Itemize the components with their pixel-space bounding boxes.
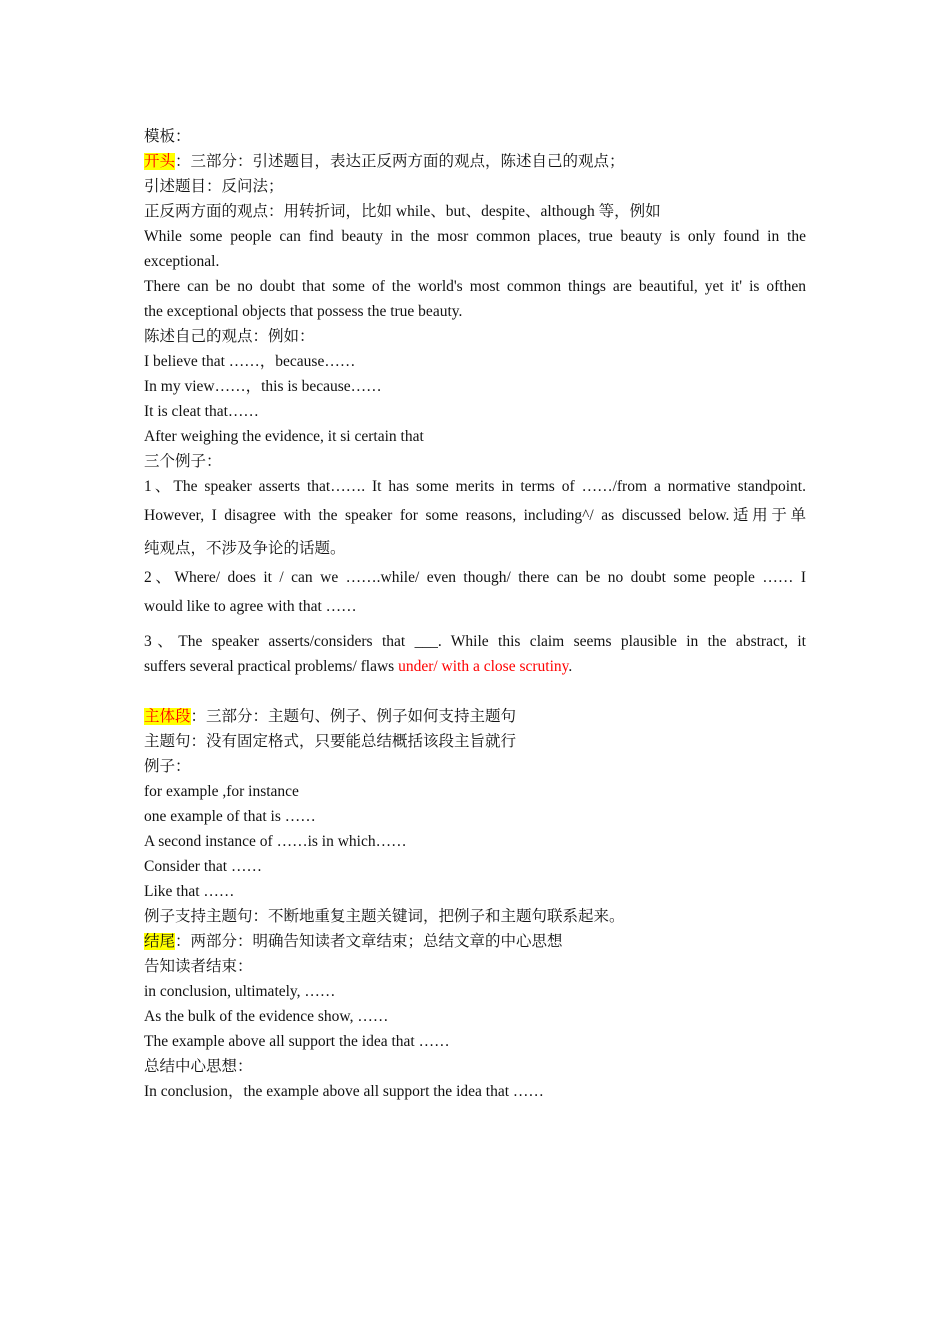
red-emphasis-text: under/ with a close scrutiny	[398, 658, 569, 675]
text-line: However, I disagree with the speaker for some reasons, including^/ as discussed below.适用于单	[144, 507, 806, 524]
conclusion-heading-desc: ：两部分：明确告知读者文章结束；总结文章的中心思想	[175, 933, 563, 950]
text-line: one example of that is ……	[144, 808, 316, 825]
text-line: exceptional.	[144, 253, 220, 270]
text-line: 主题句：没有固定格式，只要能总结概括该段主旨就行	[144, 733, 517, 750]
conclusion-heading-line	[144, 929, 806, 954]
text-segment: suffers several practical problems/ flaws	[144, 658, 399, 675]
text-line: 1、The speaker asserts that……. It has some merits in terms of ……/from a normative standpoint.	[144, 478, 806, 495]
text-line: In conclusion，the example above all support the idea that ……	[144, 1083, 544, 1100]
text-line: in conclusion, ultimately, ……	[144, 983, 336, 1000]
text-line: I believe that ……，because……	[144, 353, 356, 370]
intro-heading-line	[144, 149, 806, 174]
text-line: As the bulk of the evidence show, ……	[144, 1008, 389, 1025]
text-line: The example above all support the idea that ……	[144, 1033, 450, 1050]
text-line: 2、Where/ does it / can we …….while/ even though/ there can be no doubt some people …… I	[144, 569, 806, 586]
text-line: Consider that ……	[144, 858, 262, 875]
blank-line	[144, 679, 806, 704]
text-line: Like that ……	[144, 883, 235, 900]
text-line: 例子：	[144, 758, 191, 775]
text-line: 正反两方面的观点：用转折词，比如 while、but、despite、although 等，例如	[144, 203, 661, 220]
text-line: While some people can find beauty in the mosr common places, true beauty is only found in the	[144, 228, 806, 245]
text-line: 告知读者结束：	[144, 958, 253, 975]
text-line: After weighing the evidence, it si certain that	[144, 428, 424, 445]
body-heading-desc: ：三部分：主题句、例子、例子如何支持主题句	[190, 708, 517, 725]
text-segment: .	[568, 658, 573, 675]
intro-heading-desc: ：三部分：引述题目，表达正反两方面的观点，陈述自己的观点；	[175, 153, 625, 170]
text-line: 引述题目：反问法；	[144, 178, 284, 195]
conclusion-heading: 结尾	[144, 933, 176, 950]
text-line: It is cleat that……	[144, 403, 259, 420]
text-line: There can be no doubt that some of the world's most common things are beautiful, yet it' is ofthen	[144, 278, 806, 295]
text-line: A second instance of ……is in which……	[144, 833, 407, 850]
body-heading: 主体段	[144, 708, 191, 725]
text-line: the exceptional objects that possess the true beauty.	[144, 303, 463, 320]
text-line: 总结中心思想：	[144, 1058, 253, 1075]
text-line: would like to agree with that ……	[144, 598, 357, 615]
text-line: 3、The speaker asserts/considers that ___. While this claim seems plausible in the abstract, it	[144, 633, 806, 650]
text-line: In my view……，this is because……	[144, 378, 382, 395]
text-line-with-emphasis	[144, 654, 806, 679]
document-body	[144, 124, 806, 1104]
body-heading-line	[144, 704, 806, 729]
text-line: 三个例子：	[144, 453, 222, 470]
text-line: 陈述自己的观点：例如：	[144, 328, 315, 345]
text-line: 模板：	[144, 128, 191, 145]
text-line: 例子支持主题句：不断地重复主题关键词，把例子和主题句联系起来。	[144, 908, 625, 925]
text-line: 纯观点，不涉及争论的话题。	[144, 540, 346, 557]
intro-heading: 开头	[144, 153, 176, 170]
text-line: for example ,for instance	[144, 783, 299, 800]
